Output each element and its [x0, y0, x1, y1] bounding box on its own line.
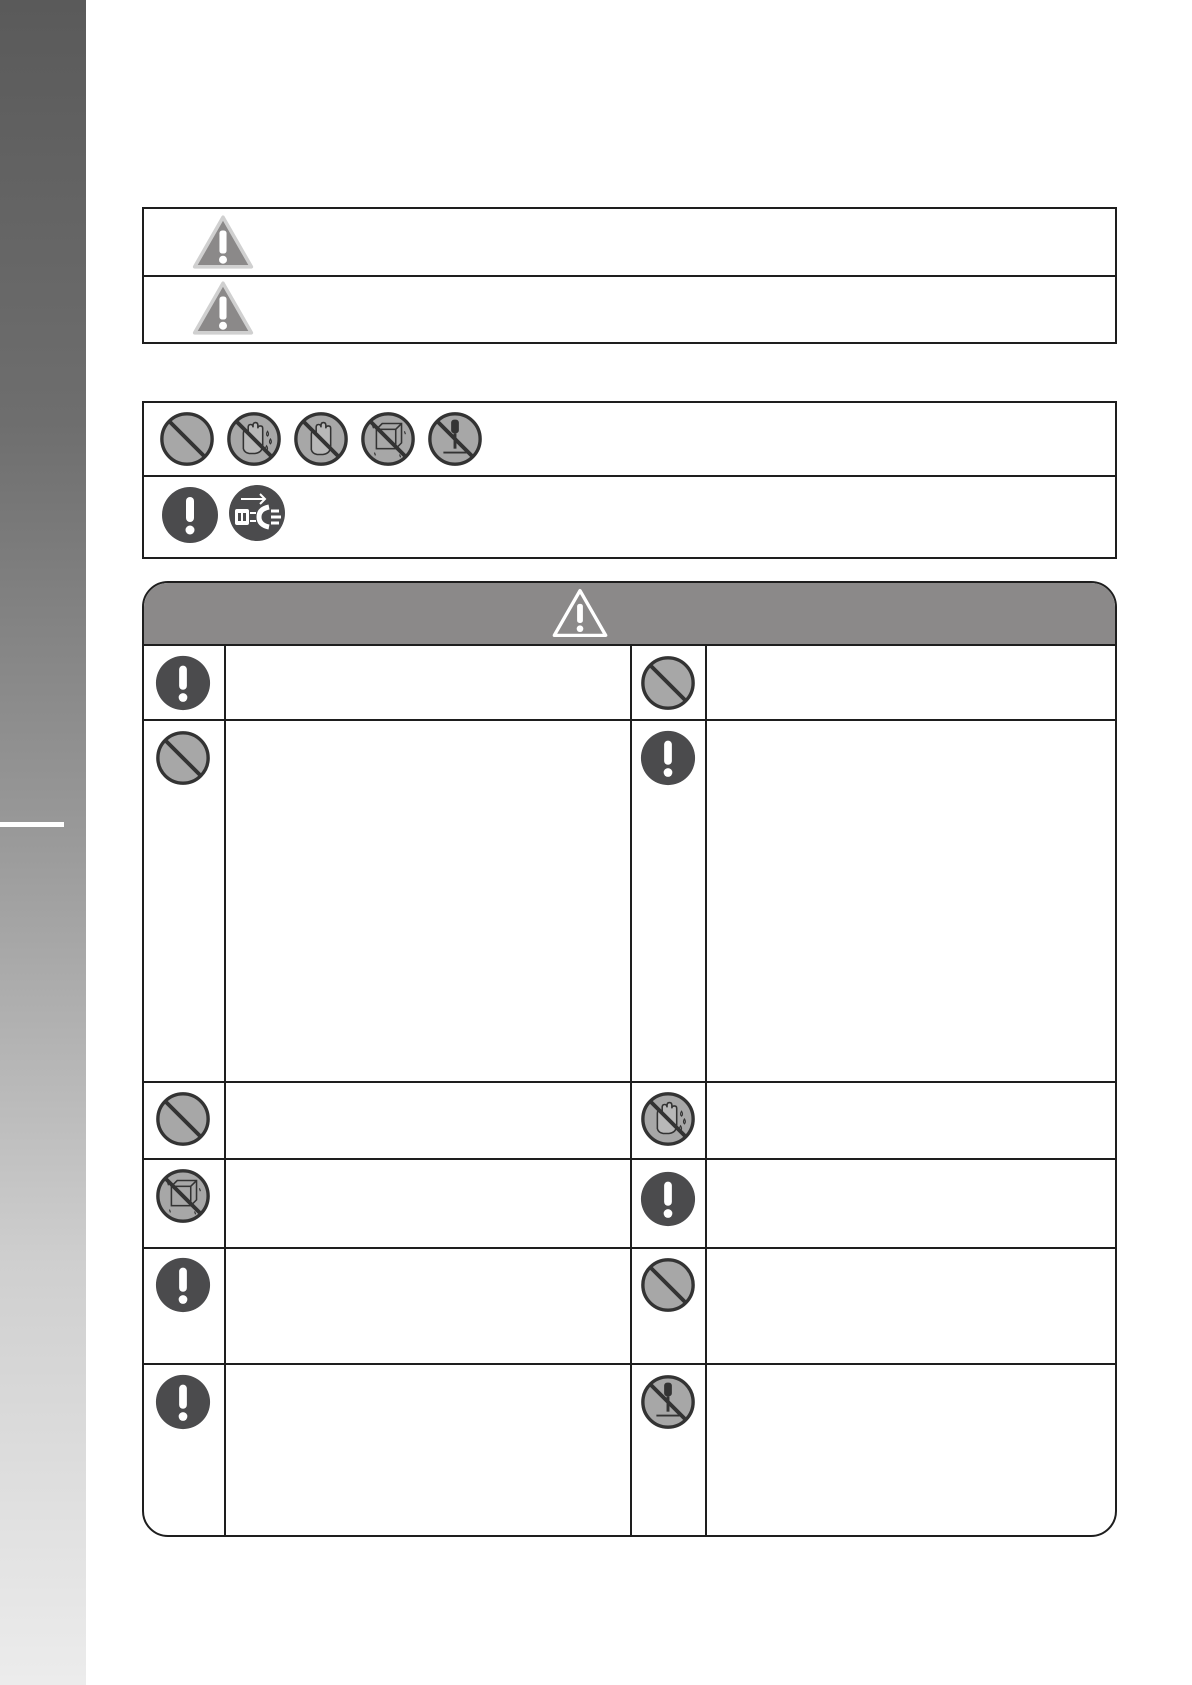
legend-mandatory-row [144, 475, 1115, 557]
mandatory-icon [639, 729, 697, 787]
legend-row-warning [144, 209, 1115, 277]
mandatory-icon [154, 1256, 212, 1314]
no-water-icon [359, 410, 417, 468]
prohibited-icon [639, 654, 697, 712]
row-divider [144, 1247, 632, 1249]
no-disassembly-icon [639, 1373, 697, 1431]
column-divider [705, 644, 707, 1535]
row-divider [632, 1158, 1115, 1160]
legend-prohibition-row [144, 403, 1115, 477]
row-divider [144, 1158, 632, 1160]
no-disassembly-icon [426, 410, 484, 468]
mandatory-icon [639, 1170, 697, 1228]
row-divider [632, 719, 1115, 721]
warning-table [142, 581, 1117, 1537]
mandatory-icon [154, 654, 212, 712]
row-divider [144, 719, 632, 721]
warning-triangle-icon [192, 280, 254, 336]
signal-word-legend [142, 207, 1117, 344]
legend-row-caution [144, 275, 1115, 342]
prohibited-icon [158, 410, 216, 468]
chapter-sidebar-bar [0, 0, 86, 1685]
unplug-icon [227, 483, 287, 543]
column-divider [224, 644, 226, 1535]
no-wet-hands-icon [225, 410, 283, 468]
prohibited-icon [639, 1256, 697, 1314]
row-divider [144, 1363, 632, 1365]
mandatory-icon [154, 1373, 212, 1431]
no-water-icon [154, 1167, 212, 1225]
prohibited-icon [154, 729, 212, 787]
no-wet-hands-icon [639, 1090, 697, 1148]
prohibited-icon [154, 1090, 212, 1148]
row-divider [632, 1363, 1115, 1365]
mandatory-icon [160, 485, 220, 545]
row-divider [144, 1081, 632, 1083]
warning-table-header [144, 583, 1115, 646]
warning-triangle-icon [551, 586, 609, 640]
row-divider [632, 1247, 1115, 1249]
warning-triangle-icon [192, 214, 254, 270]
row-divider [632, 1081, 1115, 1083]
symbol-legend [142, 401, 1117, 559]
no-touch-icon [292, 410, 350, 468]
chapter-marker [0, 822, 64, 827]
column-divider [630, 644, 632, 1535]
